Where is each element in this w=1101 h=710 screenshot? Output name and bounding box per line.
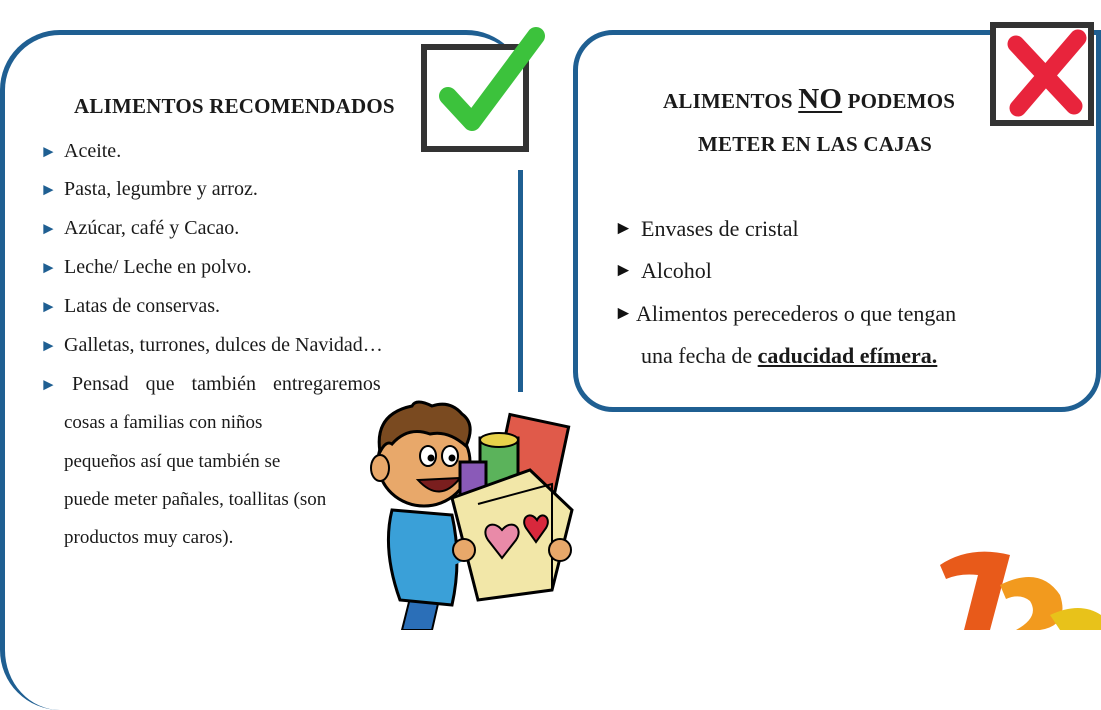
- recommended-panel-divider: [518, 170, 523, 392]
- triangle-bullet-icon: ►: [40, 374, 57, 394]
- note-line: productos muy caros).: [64, 527, 234, 548]
- triangle-bullet-icon: ►: [40, 179, 57, 199]
- forbidden-title: ALIMENTOS NO PODEMOS: [663, 83, 956, 115]
- list-item: ► Aceite.: [40, 140, 122, 162]
- list-item: ► Alimentos perecederos o que tengan: [614, 301, 957, 326]
- check-mark-icon: [430, 18, 550, 138]
- list-item: ► Galletas, turrones, dulces de Navidad…: [40, 334, 383, 356]
- triangle-bullet-icon: ►: [614, 260, 633, 281]
- list-item: ► Envases de cristal: [614, 216, 799, 241]
- triangle-bullet-icon: ►: [614, 218, 633, 239]
- list-item: ► Pasta, legumbre y arroz.: [40, 178, 258, 200]
- no-emphasis: NO: [798, 83, 843, 115]
- kid-with-donation-box-illustration: [352, 400, 582, 630]
- list-item-continuation: una fecha de caducidad efímera.: [641, 343, 938, 368]
- triangle-bullet-icon: ►: [40, 296, 57, 316]
- list-item: ► Latas de conservas.: [40, 295, 221, 317]
- triangle-bullet-icon: ►: [614, 303, 633, 324]
- recommended-title: ALIMENTOS RECOMENDADOS: [74, 94, 395, 118]
- triangle-bullet-icon: ►: [40, 335, 57, 355]
- triangle-bullet-icon: ►: [40, 218, 57, 238]
- note-line: cosas a familias con niños: [64, 412, 263, 433]
- organization-logo: [930, 545, 1101, 630]
- list-item: ► Alcohol: [614, 258, 712, 283]
- forbidden-title-line2: METER EN LAS CAJAS: [698, 132, 933, 156]
- list-item-note: ► Pensad que también entregaremos: [40, 373, 381, 395]
- list-item: ► Azúcar, café y Cacao.: [40, 217, 240, 239]
- triangle-bullet-icon: ►: [40, 141, 57, 161]
- note-line: puede meter pañales, toallitas (son: [64, 489, 327, 510]
- triangle-bullet-icon: ►: [40, 257, 57, 277]
- note-line: pequeños así que también se: [64, 451, 281, 472]
- list-item: ► Leche/ Leche en polvo.: [40, 256, 252, 278]
- expiry-emphasis: caducidad efímera.: [757, 343, 938, 368]
- cross-mark-icon: [1000, 26, 1092, 122]
